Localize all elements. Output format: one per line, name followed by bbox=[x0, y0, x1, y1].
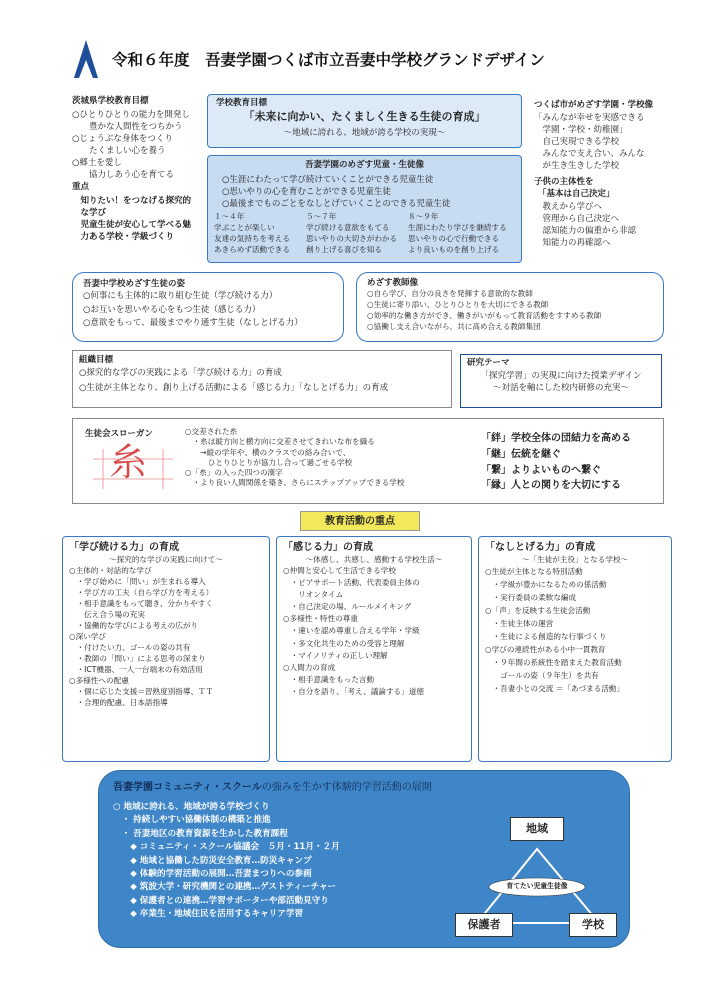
community-title bbox=[113, 781, 432, 795]
kyoshi-zo-line: ○自ら学び、自分の良さを発揮する意欲的な教師 bbox=[367, 289, 533, 299]
col-manabi-line: ・学び方の工夫（自ら学び方を考える） bbox=[69, 587, 214, 597]
col-manabi-line: ・協働的な学びによる考えの広がり bbox=[69, 620, 199, 630]
community-box bbox=[98, 770, 630, 948]
triangle-right-label: 学校 bbox=[569, 913, 617, 937]
ibaraki-line: たくましい心を養う bbox=[72, 146, 166, 157]
triangle-left-label: 保護者 bbox=[455, 913, 513, 937]
col-manabi-line: ・ICT機器、一人一台端末の有効活用 bbox=[69, 664, 203, 674]
seito-zo-line: ○お互いを思いやる心をもつ生徒（感じる力） bbox=[83, 304, 261, 315]
slogan-kanji: 糸 bbox=[109, 440, 148, 484]
child-title: 子供の主体性を bbox=[534, 177, 594, 188]
seito-zo-line: ○何事にも主体的に取り組む生徒（学び続ける力） bbox=[83, 291, 278, 302]
ibaraki-focus-line: 力ある学校・学級づくり bbox=[72, 231, 175, 242]
grade-head: １〜４年 bbox=[214, 212, 245, 221]
ibaraki-line: ○じょうぶな身体をつくり bbox=[72, 134, 173, 145]
col-nashitogeru-title: 「なしとげる力」の育成 bbox=[485, 542, 595, 553]
col-manabi-line: ○深い学び bbox=[69, 631, 107, 641]
ibaraki-title: 茨城県学校教育目標 bbox=[72, 96, 149, 106]
col-manabi-line: ・教師の「問い」による思考の深まり bbox=[69, 653, 206, 663]
community-line: ◆ 筑波大学・研究機関との連携…ゲストティーチャー bbox=[113, 882, 337, 893]
community-line: ◆ 保護者との連携…学習サポーターや部活動見守り bbox=[113, 895, 329, 906]
col-kanjiru-line: ・マイノリティの正しい理解 bbox=[283, 650, 388, 660]
slogan-kanji-line: 「縁」人との関りを大切にする bbox=[481, 480, 621, 492]
col-nashitogeru-line: ・生徒主体の運営 bbox=[485, 618, 554, 628]
col-kanjiru-line: ・多文化共生のための受容と理解 bbox=[283, 638, 405, 648]
mezasu-jido-line: ○思いやりの心を育むことができる児童生徒 bbox=[222, 187, 391, 197]
community-title-main: 吾妻学園コミュニティ・スクール bbox=[113, 782, 262, 793]
grade-head: ５〜７年 bbox=[306, 212, 337, 221]
seito-zo-title: 吾妻中学校めざす生徒の姿 bbox=[83, 279, 186, 289]
slogan-kanji-line: 「継」伝統を継ぐ bbox=[481, 448, 561, 460]
grade-item: 友達の気持ちを考える bbox=[214, 234, 290, 243]
mezasu-jido-line: ○最後までものごとをなしとげていくことのできる児童生徒 bbox=[222, 199, 451, 209]
tsukuba-box bbox=[534, 100, 664, 264]
col-nashitogeru-line: ゴールの姿（９年生）を共有 bbox=[485, 671, 599, 681]
triangle-center-label: 育てたい児童生徒像 bbox=[506, 882, 568, 890]
community-line: ◆ 地域と協働した防災安全教育…防災キャンプ bbox=[113, 855, 312, 866]
triangle-top-label: 地域 bbox=[510, 817, 564, 841]
col-nashitogeru-line: ・吾妻小との交流 ＝「あづまる活動」 bbox=[485, 684, 625, 694]
ibaraki-goal-box bbox=[72, 96, 200, 264]
grade-item: 学ぶことが楽しい bbox=[214, 223, 275, 232]
thread-lines-icon bbox=[93, 449, 173, 489]
child-line: 教えから学びへ bbox=[534, 202, 603, 213]
seito-zo-box bbox=[72, 272, 344, 342]
col-manabi-title: 「学び続ける力」の育成 bbox=[69, 542, 179, 553]
col-manabi-box bbox=[62, 536, 270, 762]
col-nashitogeru-line: ○生徒が主体となる特別活動 bbox=[485, 566, 583, 576]
col-kanjiru-line: ・相手意識をもった言動 bbox=[283, 675, 375, 685]
tsukuba-line: 自己実現できる学校 bbox=[534, 137, 620, 148]
kenkyu-box bbox=[460, 354, 662, 408]
school-goal-main: 「未来に向かい、たくましく生きる生徒の育成」 bbox=[243, 110, 486, 123]
school-goal-sub: 〜地域に誇れる、地域が誇る学校の実現〜 bbox=[283, 128, 446, 138]
grade-item: 学び続ける意欲をもてる bbox=[306, 223, 390, 232]
col-nashitogeru-line: ○「声」を反映する生徒会活動 bbox=[485, 605, 591, 615]
ibaraki-focus-line: 児童生徒が安心して学べる魅 bbox=[72, 219, 192, 230]
community-line: ◆ コミュニティ・スクール協議会 ５月・11月・２月 bbox=[113, 842, 340, 853]
ibaraki-line: ○郷土を愛し bbox=[72, 158, 122, 169]
ibaraki-focus-title: 重点 bbox=[72, 182, 90, 193]
slogan-line: ・より良い人間関係を築き、さらにステップアップできる学校 bbox=[185, 478, 405, 488]
kyoshi-zo-line: ○生徒に寄り添い、ひとりひとりを大切にできる教師 bbox=[367, 300, 549, 310]
page-title: 令和６年度 吾妻学園つくば市立吾妻中学校グランドデザイン bbox=[112, 51, 545, 69]
child-line: 認知能力の偏重から非認 bbox=[534, 226, 637, 237]
kyoshi-zo-title: めざす教師像 bbox=[367, 278, 419, 288]
col-kanjiru-sub: 〜体感し、共感し、感動する学校生活〜 bbox=[305, 554, 443, 564]
kyoshi-zo-box bbox=[356, 272, 664, 342]
slogan-kanji-line: 「絆」学校全体の団結力を高める bbox=[481, 433, 631, 444]
ibaraki-line: 協力しあう心を育てる bbox=[72, 170, 175, 181]
grade-head: ８〜９年 bbox=[408, 212, 439, 221]
soshiki-title: 組織目標 bbox=[79, 355, 114, 365]
community-line: ・ 持続しやすい協働体制の構築と推進 bbox=[113, 815, 271, 826]
col-kanjiru-line: ○仲間と安心して生活できる学校 bbox=[283, 565, 396, 575]
slogan-box bbox=[72, 418, 664, 504]
col-manabi-line: ・合理的配慮、日本語指導 bbox=[69, 697, 168, 707]
col-kanjiru-line: ・自分を語り、「考え、議論する」道徳 bbox=[283, 687, 424, 697]
grade-item: 創り上げる喜びを知る bbox=[306, 245, 382, 254]
slogan-line: ひとりひとりが協力し合って過ごせる学校 bbox=[185, 457, 353, 467]
col-manabi-line: ・個に応じた支援＝習熟度別指導、ＴＴ bbox=[69, 686, 214, 696]
kyoshi-zo-line: ○協働し支え合いながら、共に高め合える教師集団 bbox=[367, 321, 541, 331]
tsukuba-title: つくば市がめざす学園・学校像 bbox=[534, 100, 654, 110]
slogan-line: →縦の学年や、横のクラスでの絡み合いで、 bbox=[185, 447, 351, 457]
col-nashitogeru-line: ・実行委員の柔軟な編成 bbox=[485, 592, 577, 602]
kenkyu-sub: 〜対話を軸にした校内研修の充実〜 bbox=[492, 382, 629, 393]
child-line: 知能力の再確認へ bbox=[534, 238, 611, 249]
tsukuba-line: みんなで支え合い、みんな bbox=[534, 149, 645, 160]
kenkyu-main: 「探究学習」の実現に向けた授業デザイン bbox=[480, 371, 642, 382]
col-kanjiru-line: ・ピアサポート活動、代表委員主体の bbox=[283, 577, 420, 587]
grade-item: あきらめず活動できる bbox=[214, 245, 290, 254]
ibaraki-line: 豊かな人間性をつちかう bbox=[72, 122, 183, 133]
col-manabi-line: ○多様性への配慮 bbox=[69, 675, 129, 685]
community-line: ○ 地域に誇れる、地域が誇る学校づくり bbox=[113, 802, 270, 812]
ibaraki-focus-line: 知りたい！をつなげる探究的 bbox=[72, 195, 192, 206]
grade-item: 生涯にわたり学びを継続する bbox=[408, 223, 507, 232]
col-nashitogeru-line: ・生徒による創造的な行事づくり bbox=[485, 631, 607, 641]
soshiki-line: ○生徒が主体となり、創り上げる活動による「感じる力」「なしとげる力」の育成 bbox=[79, 382, 389, 393]
ibaraki-focus-line: な学び bbox=[72, 207, 107, 218]
school-goal-box bbox=[207, 94, 522, 148]
col-nashitogeru-line: ・９年間の系統性を踏まえた教育活動 bbox=[485, 658, 622, 668]
slogan-title: 生徒会スローガン bbox=[85, 429, 153, 439]
slogan-line: ○「糸」の入った四つの漢字 bbox=[185, 468, 283, 477]
grade-item: より良いものを創り上げる bbox=[408, 245, 500, 254]
community-title-sub: の強みを生かす体験的学習活動の展開 bbox=[261, 782, 432, 793]
mezasu-jido-title: 吾妻学園のめざす児童・生徒像 bbox=[304, 160, 424, 170]
child-main: 「基本は自己決定」 bbox=[538, 188, 615, 199]
tsukuba-line: が生き生きした学校 bbox=[534, 161, 620, 172]
col-nashitogeru-box bbox=[478, 536, 672, 762]
col-kanjiru-box bbox=[276, 536, 472, 762]
col-kanjiru-line: ・自己決定の場、ルールメイキング bbox=[283, 602, 412, 612]
col-kanjiru-line: ○人間力の育成 bbox=[283, 662, 336, 672]
tsukuba-line: 学園・学校・幼稚園」 bbox=[534, 125, 628, 136]
grade-item: 思いやりの心で行動できる bbox=[408, 234, 500, 243]
col-kanjiru-line: ・違いを認め尊重し合える学年・学級 bbox=[283, 626, 420, 636]
col-manabi-line: ・相手意識をもって聴き、分かりやすく bbox=[69, 598, 213, 608]
community-line: ◆ 卒業生・地域住民を活用するキャリア学習 bbox=[113, 909, 304, 920]
col-kanjiru-line: リオンタイム bbox=[283, 590, 344, 600]
community-line: ・ 吾妻地区の教育資源を生かした教育課程 bbox=[113, 828, 288, 839]
col-nashitogeru-line: ・学級が豊かになるための係活動 bbox=[485, 579, 607, 589]
tsukuba-line: 「みんなが幸せを実感できる bbox=[534, 113, 645, 124]
mezasu-jido-line: ○生涯にわたって学び続けていくことができる児童生徒 bbox=[222, 175, 434, 185]
col-manabi-line: 伝え合う場の充実 bbox=[69, 609, 145, 619]
col-kanjiru-title: 「感じる力」の育成 bbox=[283, 542, 373, 553]
kenkyu-title: 研究テーマ bbox=[467, 358, 510, 368]
col-nashitogeru-sub: 〜「生徒が主役」となる学校〜 bbox=[521, 554, 629, 564]
kyoshi-zo-line: ○効率的な働き方ができ、働きがいがもって教育活動をすすめる教師 bbox=[367, 311, 602, 321]
col-nashitogeru-line: ○学びの連続性がある小中一貫教育 bbox=[485, 645, 606, 655]
community-line: ◆ 体験的学習活動の展開…吾妻まつりへの参画 bbox=[113, 869, 312, 880]
child-line: 管理から自己決定へ bbox=[534, 214, 620, 225]
school-goal-label: 学校教育目標 bbox=[216, 98, 268, 108]
ibaraki-line: ○ひとりひとりの能力を開発し bbox=[72, 110, 190, 121]
col-manabi-line: ・学び始めに「問い」が生まれる導入 bbox=[69, 576, 206, 586]
slogan-line: ・糸は縦方向と横方向に交差させてきれいな布を織る bbox=[185, 437, 375, 447]
col-manabi-sub: 〜探究的な学びの実践に向けて〜 bbox=[109, 554, 223, 564]
mezasu-jido-box bbox=[207, 155, 522, 263]
soshiki-box bbox=[72, 350, 452, 408]
school-logo-icon bbox=[72, 38, 100, 82]
slogan-kanji-line: 「繋」よりよいものへ繋ぐ bbox=[481, 464, 601, 476]
col-manabi-line: ○主体的・対話的な学び bbox=[69, 565, 152, 575]
seito-zo-line: ○意欲をもって、最後までやり通す生徒（なしとげる力） bbox=[83, 317, 303, 328]
grade-item: 思いやりの大切さがわかる bbox=[306, 234, 398, 243]
jyuten-label: 教育活動の重点 bbox=[300, 511, 420, 531]
soshiki-line: ○探究的な学びの実践による「学び続ける力」の育成 bbox=[79, 368, 282, 379]
col-manabi-line: ・付けたい力、ゴールの姿の共有 bbox=[69, 642, 191, 652]
col-kanjiru-line: ○多様性・特性の尊重 bbox=[283, 614, 358, 624]
slogan-line: ○交差された糸 bbox=[185, 427, 238, 436]
